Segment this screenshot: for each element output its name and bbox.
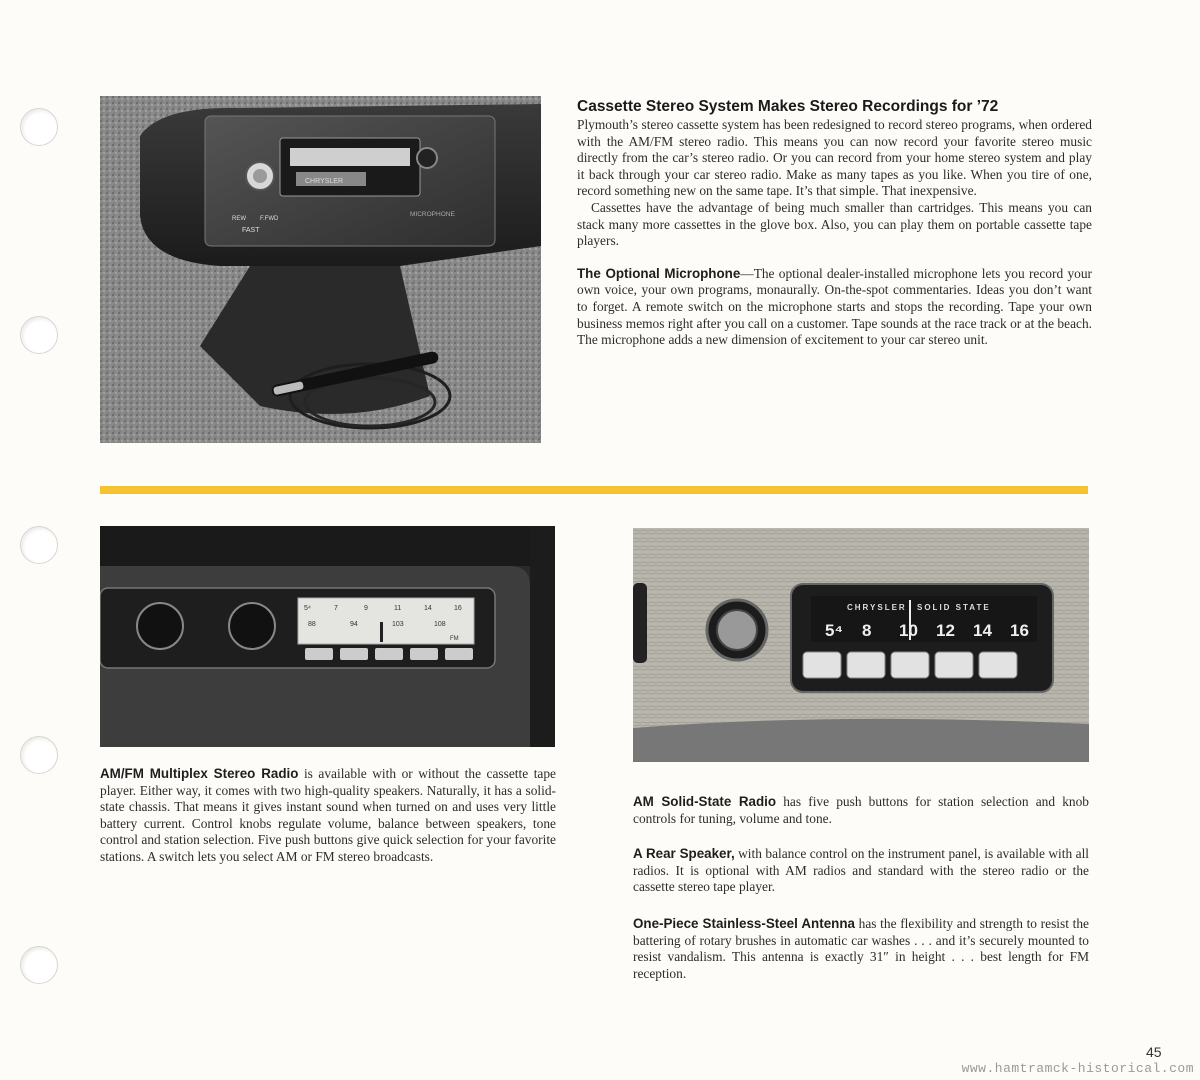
amfm-fm-dial-label: 94 — [350, 621, 358, 628]
am-dial-label: 12 — [936, 621, 955, 640]
rew-label: REW — [232, 216, 246, 222]
binder-hole — [20, 946, 58, 984]
antenna-paragraph — [633, 916, 1089, 982]
amfm-dial-label: 7 — [334, 605, 338, 612]
cassette-paragraph-1: Plymouth’s stereo cassette system has been redesigned to record stereo programs, when ordered with the AM/FM stereo radio. This means you can now record your favorite stereo music directly from the car’s stereo radio. Or you can record from your home stereo system and play it back through your car stereo radio. Make as many tapes as you like. When you tire of one, record something new on the same tape. It’s that simple. That inexpensive. — [577, 117, 1092, 199]
am-description — [633, 794, 1089, 827]
amfm-fm-label: FM — [450, 636, 459, 642]
section-divider — [100, 486, 1088, 494]
amfm-dial-label: 9 — [364, 605, 368, 612]
am-dial-label: 8 — [862, 621, 872, 640]
binder-hole — [20, 108, 58, 146]
am-dial-label: 14 — [973, 621, 992, 640]
am-paragraph — [633, 794, 1089, 827]
antenna-heading: One-Piece Stainless-Steel Antenna — [633, 916, 855, 931]
watermark: www.hamtramck-historical.com — [961, 1061, 1194, 1076]
binder-hole — [20, 526, 58, 564]
amfm-dial-label: 16 — [454, 605, 462, 612]
speaker-heading: A Rear Speaker, — [633, 846, 735, 861]
antenna-body: has the flexibility and strength to resist the battering of rotary brushes in automatic car washes . . . and it’s securely mounted to resist vandalism. This antenna is exactly 31″ in height . . . best length for FM reception. — [633, 916, 1089, 981]
amfm-fm-dial-label: 103 — [392, 621, 404, 628]
microphone-paragraph — [577, 266, 1092, 349]
amfm-radio-photo — [100, 526, 555, 747]
cassette-player-photo — [100, 96, 541, 443]
antenna-description — [633, 916, 1089, 982]
speaker-description — [633, 846, 1089, 896]
microphone-heading: The Optional Microphone — [577, 265, 741, 281]
binder-hole — [20, 736, 58, 774]
am-solid-state-label: SOLID STATE — [917, 603, 991, 612]
amfm-dial-label: 5⁴ — [304, 605, 311, 612]
page-number: 45 — [1146, 1044, 1162, 1060]
speaker-paragraph — [633, 846, 1089, 896]
cassette-heading: Cassette Stereo System Makes Stereo Recordings for ’72 — [577, 98, 999, 115]
amfm-paragraph — [100, 766, 556, 866]
am-dial-label: 16 — [1010, 621, 1029, 640]
speaker-body: with balance control on the instrument panel, is available with all radios. It is optional with AM radios and standard with the stereo radio or the cassette stereo tape player. — [633, 846, 1090, 895]
amfm-body: is available with or without the cassette tape player. Either way, it comes with two high-quality speakers. Naturally, it has a solid-state chassis. That means it gives instant sound when turned on and uses very little battery current. Control knobs regulate volume, balance between speakers, tone control and station selection. Five push buttons give quick selection for your favorite stations. A switch lets you select AM or FM stereo broadcasts. — [100, 766, 556, 864]
ffwd-label: F.FWD — [260, 216, 279, 222]
amfm-description — [100, 766, 556, 866]
amfm-dial-label: 14 — [424, 605, 432, 612]
am-radio-photo — [633, 528, 1089, 762]
microphone-label: MICROPHONE — [410, 211, 455, 218]
am-dial-label: 10 — [899, 621, 918, 640]
am-dial-label: 5⁴ — [825, 621, 843, 640]
amfm-dial-label: 11 — [394, 605, 402, 612]
cassette-paragraph-2: Cassettes have the advantage of being much smaller than cartridges. This means you can stack many more cassettes in the glove box. Also, you can play them on portable cassette tape players. — [577, 199, 1092, 249]
cassette-description — [577, 98, 1092, 349]
amfm-fm-dial-label: 108 — [434, 621, 446, 628]
binder-hole — [20, 316, 58, 354]
am-brand-label: CHRYSLER — [847, 603, 907, 612]
amfm-fm-dial-label: 88 — [308, 621, 316, 628]
fast-label: FAST — [242, 227, 260, 234]
cassette-brand-label: CHRYSLER — [305, 178, 343, 185]
microphone-body: —The optional dealer-installed microphone lets you record your own voice, your own programs, monaurally. On-the-spot commentaries. Ideas you don’t want to forget. A remote switch on the microphone starts and stops the recording. Tape your own business memos right after you call on a customer. Tape sounds at the race track or at the beach. The microphone adds a new dimension of excitement to your car stereo unit. — [577, 265, 1092, 348]
amfm-heading: AM/FM Multiplex Stereo Radio — [100, 766, 299, 781]
am-body: has five push buttons for station selection and knob controls for tuning, volume and tone. — [633, 794, 1089, 826]
am-heading: AM Solid-State Radio — [633, 794, 777, 809]
